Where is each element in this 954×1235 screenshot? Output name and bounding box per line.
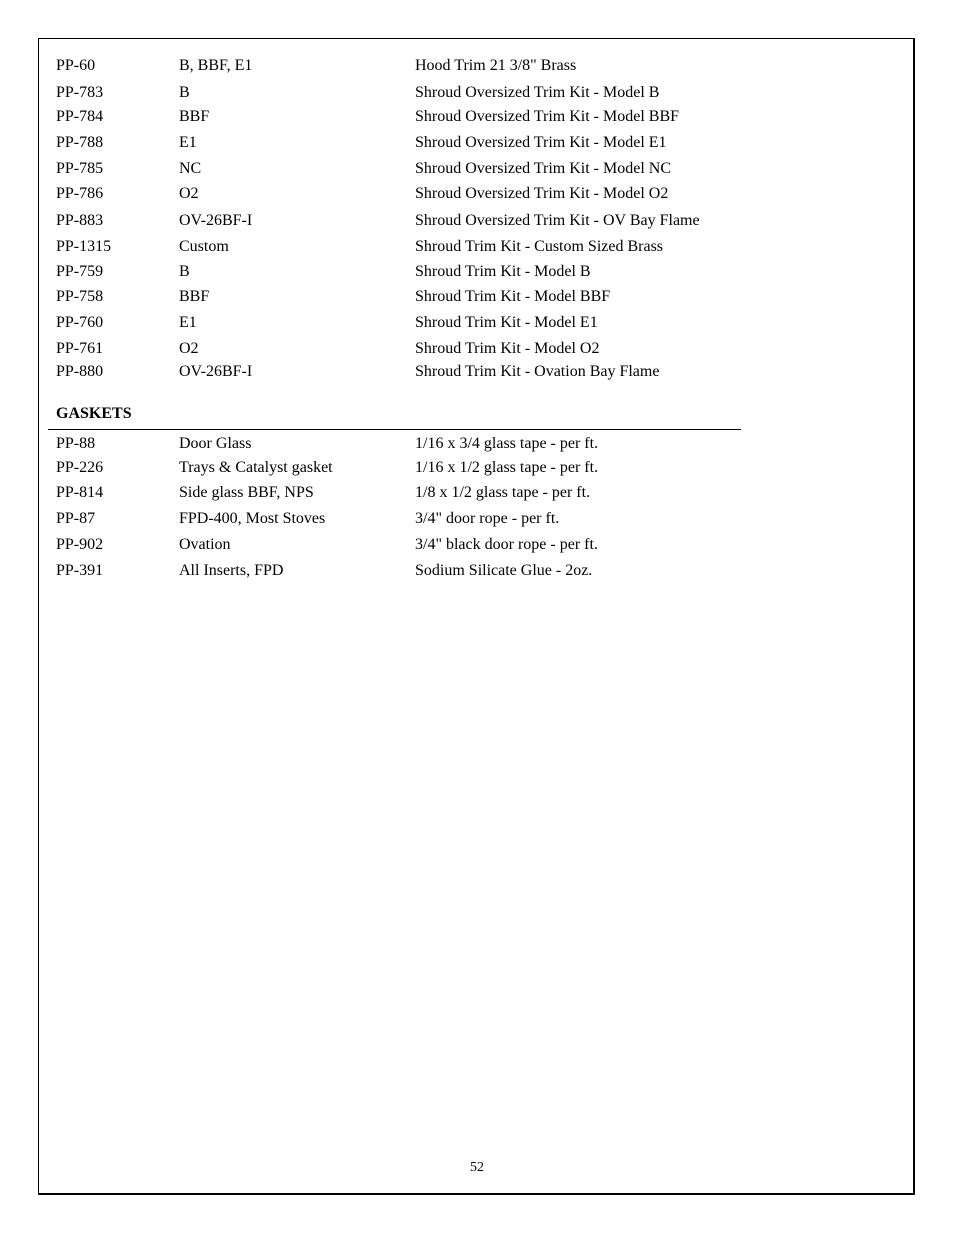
- part-number: PP-761: [56, 340, 104, 357]
- description: Shroud Trim Kit - Model BBF: [415, 288, 611, 305]
- table-row: [0, 482, 880, 504]
- description: 3/4" door rope - per ft.: [415, 510, 560, 527]
- part-number: PP-814: [56, 484, 104, 501]
- part-number: PP-1315: [56, 238, 112, 255]
- description: Shroud Oversized Trim Kit - Model B: [415, 84, 660, 101]
- part-number: PP-785: [56, 160, 104, 177]
- part-number: PP-902: [56, 536, 104, 553]
- part-number: PP-87: [56, 510, 96, 527]
- part-number: PP-788: [56, 134, 104, 151]
- part-number: PP-784: [56, 108, 104, 125]
- description: Shroud Oversized Trim Kit - Model E1: [415, 134, 667, 151]
- table-row: [0, 534, 880, 556]
- model: Door Glass: [179, 435, 252, 452]
- part-number: PP-786: [56, 185, 104, 202]
- model: O2: [179, 185, 199, 202]
- table-row: [0, 286, 880, 308]
- model: Trays & Catalyst gasket: [179, 459, 333, 476]
- part-number: PP-880: [56, 363, 104, 380]
- model: Side glass BBF, NPS: [179, 484, 314, 501]
- table-row: [0, 433, 880, 455]
- model: O2: [179, 340, 199, 357]
- description: Shroud Trim Kit - Model E1: [415, 314, 598, 331]
- table-row: [0, 158, 880, 180]
- table-row: [0, 508, 880, 530]
- description: Shroud Trim Kit - Ovation Bay Flame: [415, 363, 660, 380]
- model: B: [179, 84, 190, 101]
- model: E1: [179, 314, 197, 331]
- model: NC: [179, 160, 202, 177]
- model: All Inserts, FPD: [179, 562, 284, 579]
- part-number: PP-760: [56, 314, 104, 331]
- table-row: [0, 457, 880, 479]
- model: FPD-400, Most Stoves: [179, 510, 326, 527]
- description: 1/16 x 3/4 glass tape - per ft.: [415, 435, 599, 452]
- model: BBF: [179, 288, 210, 305]
- model: OV-26BF-I: [179, 363, 253, 380]
- table-row: [0, 261, 880, 283]
- table-row: [0, 55, 880, 77]
- part-number: PP-391: [56, 562, 104, 579]
- part-number: PP-88: [56, 435, 96, 452]
- description: Hood Trim 21 3/8" Brass: [415, 57, 577, 74]
- table-row: [0, 312, 880, 334]
- description: Shroud Trim Kit - Custom Sized Brass: [415, 238, 664, 255]
- model: BBF: [179, 108, 210, 125]
- part-number: PP-783: [56, 84, 104, 101]
- part-number: PP-883: [56, 212, 104, 229]
- part-number: PP-759: [56, 263, 104, 280]
- model: Ovation: [179, 536, 231, 553]
- description: Shroud Oversized Trim Kit - Model O2: [415, 185, 669, 202]
- description: 1/16 x 1/2 glass tape - per ft.: [415, 459, 599, 476]
- table-row: [0, 210, 880, 232]
- table-row: [0, 82, 880, 104]
- description: Shroud Oversized Trim Kit - Model BBF: [415, 108, 680, 125]
- part-number: PP-60: [56, 57, 96, 74]
- description: Sodium Silicate Glue - 2oz.: [415, 562, 593, 579]
- model: E1: [179, 134, 197, 151]
- description: Shroud Trim Kit - Model O2: [415, 340, 600, 357]
- description: 1/8 x 1/2 glass tape - per ft.: [415, 484, 591, 501]
- table-row: [0, 338, 880, 360]
- part-number: PP-226: [56, 459, 104, 476]
- description: Shroud Oversized Trim Kit - OV Bay Flame: [415, 212, 700, 229]
- table-row: [0, 236, 880, 258]
- page-number: 52: [470, 1160, 484, 1175]
- section-divider: [48, 429, 741, 430]
- model: B: [179, 263, 190, 280]
- table-row: [0, 361, 880, 383]
- model: OV-26BF-I: [179, 212, 253, 229]
- table-row: [0, 132, 880, 154]
- table-row: [0, 560, 880, 582]
- description: Shroud Trim Kit - Model B: [415, 263, 591, 280]
- description: 3/4" black door rope - per ft.: [415, 536, 598, 553]
- table-row: [0, 106, 880, 128]
- model: B, BBF, E1: [179, 57, 253, 74]
- gaskets-heading: GASKETS: [56, 405, 132, 422]
- description: Shroud Oversized Trim Kit - Model NC: [415, 160, 671, 177]
- table-row: [0, 183, 880, 205]
- model: Custom: [179, 238, 229, 255]
- part-number: PP-758: [56, 288, 104, 305]
